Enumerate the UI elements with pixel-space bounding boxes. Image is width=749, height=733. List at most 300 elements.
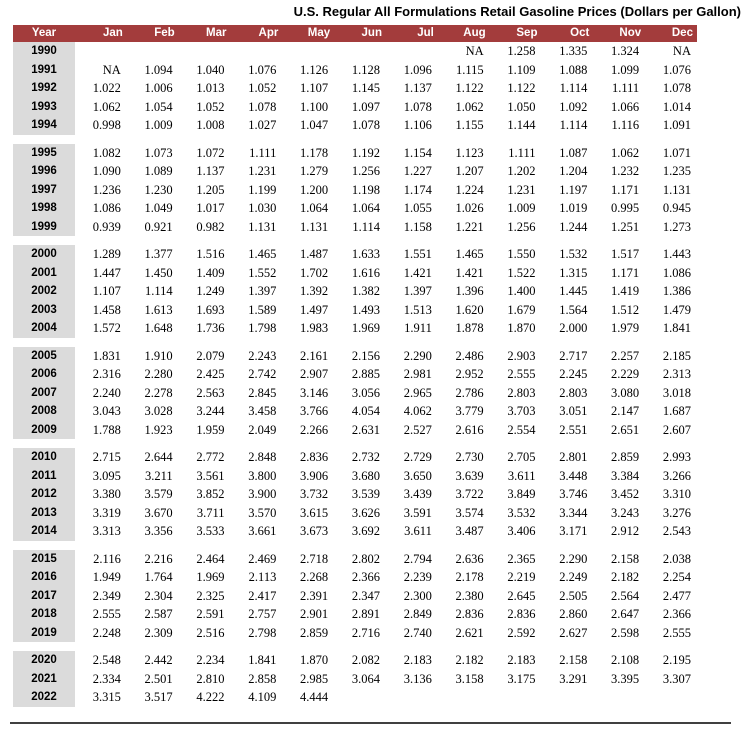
value-cell: 1.116 bbox=[611, 118, 640, 132]
value-cell: 2.554 bbox=[507, 422, 536, 437]
value-cell: 2.216 bbox=[144, 551, 173, 566]
value-cell: 3.175 bbox=[507, 671, 536, 686]
value-cell: 2.313 bbox=[662, 367, 691, 381]
year-cell: 2012 bbox=[13, 485, 75, 504]
table-row bbox=[13, 467, 697, 486]
value-cell: 1.009 bbox=[144, 118, 173, 132]
value-cell: 2.859 bbox=[611, 450, 640, 464]
value-cell: 2.645 bbox=[507, 588, 536, 603]
value-cell: 1.445 bbox=[559, 284, 588, 298]
value-cell: 1.062 bbox=[92, 99, 121, 114]
value-cell: 1.831 bbox=[92, 348, 121, 363]
value-cell: 2.268 bbox=[300, 570, 329, 584]
value-cell: 1.107 bbox=[92, 284, 121, 298]
value-cell: 1.128 bbox=[351, 62, 380, 77]
value-cell: 3.243 bbox=[611, 505, 640, 520]
value-cell: 1.377 bbox=[144, 247, 173, 261]
value-cell: 1.014 bbox=[662, 99, 691, 114]
value-cell: 1.447 bbox=[92, 265, 121, 280]
year-cell: 2021 bbox=[13, 670, 75, 689]
column-header-oct: Oct bbox=[570, 27, 590, 39]
value-cell: 2.417 bbox=[248, 588, 277, 603]
value-cell: 2.644 bbox=[144, 450, 173, 464]
value-cell: 1.054 bbox=[144, 99, 173, 114]
value-cell: 1.073 bbox=[144, 145, 173, 160]
value-cell: 2.239 bbox=[403, 570, 432, 584]
value-cell: 1.702 bbox=[300, 265, 329, 280]
value-cell: 2.849 bbox=[403, 607, 432, 621]
year-cell: 2002 bbox=[13, 282, 75, 301]
value-cell bbox=[386, 688, 438, 707]
value-cell: 1.421 bbox=[455, 265, 484, 280]
value-cell: 1.114 bbox=[144, 284, 173, 298]
year-cell: 2004 bbox=[13, 319, 75, 338]
value-cell: 3.703 bbox=[507, 404, 536, 418]
value-cell: 2.147 bbox=[611, 404, 640, 418]
value-cell: 2.729 bbox=[403, 450, 432, 464]
value-cell: 3.517 bbox=[144, 690, 173, 704]
value-cell: 1.512 bbox=[611, 302, 640, 317]
value-cell: 3.307 bbox=[662, 671, 691, 686]
table-row bbox=[13, 181, 697, 200]
value-cell: 2.248 bbox=[92, 625, 121, 640]
value-cell: 1.386 bbox=[662, 284, 691, 298]
value-cell: 1.204 bbox=[559, 164, 588, 178]
table-row bbox=[13, 162, 697, 181]
value-cell: 1.513 bbox=[403, 302, 432, 317]
value-cell: 1.397 bbox=[403, 284, 432, 298]
value-cell: 2.325 bbox=[196, 588, 225, 603]
value-cell: 3.344 bbox=[559, 505, 588, 520]
value-cell: 3.018 bbox=[662, 385, 691, 400]
value-cell: 2.158 bbox=[611, 551, 640, 566]
value-cell: 1.097 bbox=[351, 99, 380, 114]
value-cell: 3.670 bbox=[144, 505, 173, 520]
value-cell: 2.158 bbox=[559, 653, 588, 667]
year-cell: 2010 bbox=[13, 448, 75, 467]
value-cell: 1.082 bbox=[92, 145, 121, 160]
value-cell: 2.716 bbox=[351, 625, 380, 640]
value-cell: 2.591 bbox=[196, 607, 225, 621]
value-cell: 2.859 bbox=[300, 625, 329, 640]
value-cell: 3.852 bbox=[196, 487, 225, 501]
value-cell: 2.564 bbox=[611, 588, 640, 603]
value-cell: 1.256 bbox=[351, 164, 380, 178]
value-cell: 1.144 bbox=[507, 118, 536, 132]
value-cell: 1.047 bbox=[300, 118, 329, 132]
value-cell: 1.137 bbox=[403, 81, 432, 95]
value-cell: 2.836 bbox=[300, 450, 329, 464]
value-cell: 2.280 bbox=[144, 367, 173, 381]
value-cell: 2.366 bbox=[351, 570, 380, 584]
table-header-row bbox=[13, 25, 697, 42]
value-cell: 1.910 bbox=[144, 348, 173, 363]
value-cell: 3.591 bbox=[403, 505, 432, 520]
value-cell: 2.810 bbox=[196, 671, 225, 686]
value-cell: 3.458 bbox=[248, 404, 277, 418]
value-cell: 1.109 bbox=[507, 62, 536, 77]
value-cell: 2.803 bbox=[559, 385, 588, 400]
year-cell: 2016 bbox=[13, 568, 75, 587]
value-cell: 1.564 bbox=[559, 302, 588, 317]
value-cell: 1.911 bbox=[404, 321, 432, 335]
value-cell: 1.099 bbox=[611, 62, 640, 77]
value-cell: 1.550 bbox=[507, 247, 536, 261]
value-cell: 2.718 bbox=[300, 551, 329, 566]
value-cell: 2.527 bbox=[403, 422, 432, 437]
value-cell: 2.365 bbox=[507, 551, 536, 566]
value-cell: 2.627 bbox=[559, 625, 588, 640]
value-cell: 1.171 bbox=[611, 182, 640, 197]
value-cell: 1.959 bbox=[196, 422, 225, 437]
table-row bbox=[13, 587, 697, 606]
value-cell: 1.465 bbox=[455, 247, 484, 261]
column-header-sep: Sep bbox=[516, 27, 538, 39]
value-cell: 1.071 bbox=[662, 145, 691, 160]
column-header-apr: Apr bbox=[258, 27, 279, 39]
year-group bbox=[13, 347, 697, 440]
value-cell: 2.254 bbox=[662, 570, 691, 584]
value-cell: 2.903 bbox=[507, 348, 536, 363]
value-cell: 2.891 bbox=[351, 607, 380, 621]
value-cell: 1.114 bbox=[559, 81, 588, 95]
value-cell: 1.008 bbox=[196, 118, 225, 132]
value-cell: 3.533 bbox=[196, 524, 225, 538]
value-cell: 1.111 bbox=[249, 145, 277, 160]
table-row bbox=[13, 42, 697, 61]
value-cell: 2.195 bbox=[662, 653, 691, 667]
value-cell: 1.235 bbox=[662, 164, 691, 178]
value-cell: 1.232 bbox=[611, 164, 640, 178]
value-cell: 1.923 bbox=[144, 422, 173, 437]
value-cell: NA bbox=[102, 62, 121, 77]
value-cell: 2.555 bbox=[662, 625, 691, 640]
value-cell: 1.315 bbox=[559, 265, 588, 280]
value-cell: 2.038 bbox=[662, 551, 691, 566]
value-cell: 1.487 bbox=[300, 247, 329, 261]
value-cell: 1.006 bbox=[144, 81, 173, 95]
table-row bbox=[13, 98, 697, 117]
table-row bbox=[13, 264, 697, 283]
value-cell: 2.740 bbox=[403, 625, 432, 640]
value-cell: 1.764 bbox=[144, 570, 173, 584]
value-cell: 2.245 bbox=[559, 367, 588, 381]
value-cell bbox=[179, 42, 231, 61]
value-cell: 3.211 bbox=[144, 468, 173, 483]
year-group bbox=[13, 245, 697, 338]
value-cell: 3.680 bbox=[351, 468, 380, 483]
value-cell: 3.095 bbox=[92, 468, 121, 483]
year-cell: 2017 bbox=[13, 587, 75, 606]
value-cell: 1.122 bbox=[455, 81, 484, 95]
value-cell: 1.026 bbox=[455, 201, 484, 215]
value-cell: 1.089 bbox=[144, 164, 173, 178]
value-cell: 1.137 bbox=[196, 164, 225, 178]
value-cell: 2.848 bbox=[248, 450, 277, 464]
table-row bbox=[13, 347, 697, 366]
table-row bbox=[13, 522, 697, 541]
value-cell: 2.249 bbox=[559, 570, 588, 584]
value-cell: 0.998 bbox=[92, 118, 121, 132]
value-cell bbox=[75, 42, 127, 61]
value-cell: 1.878 bbox=[455, 321, 484, 335]
value-cell: 1.552 bbox=[248, 265, 277, 280]
value-cell: 1.687 bbox=[662, 404, 691, 418]
year-cell: 2020 bbox=[13, 651, 75, 670]
value-cell bbox=[334, 42, 386, 61]
value-cell: 2.391 bbox=[300, 588, 329, 603]
value-cell: 1.400 bbox=[507, 284, 536, 298]
value-cell: 2.647 bbox=[611, 607, 640, 621]
value-cell: 1.693 bbox=[196, 302, 225, 317]
value-cell: 3.384 bbox=[611, 468, 640, 483]
value-cell: 1.324 bbox=[611, 44, 640, 58]
value-cell: 1.633 bbox=[351, 247, 380, 261]
table-row bbox=[13, 144, 697, 163]
value-cell: 0.982 bbox=[196, 219, 225, 234]
value-cell: 2.802 bbox=[351, 551, 380, 566]
value-cell: 1.273 bbox=[662, 219, 691, 234]
value-cell: 2.757 bbox=[248, 607, 277, 621]
value-cell: 4.054 bbox=[351, 404, 380, 418]
value-cell: 2.108 bbox=[611, 653, 640, 667]
value-cell: 2.486 bbox=[455, 348, 484, 363]
table-row bbox=[13, 61, 697, 80]
value-cell: 2.316 bbox=[92, 367, 121, 381]
value-cell: 3.080 bbox=[611, 385, 640, 400]
value-cell: 2.156 bbox=[351, 348, 380, 363]
value-cell: 2.858 bbox=[248, 671, 277, 686]
year-group bbox=[13, 448, 697, 541]
value-cell: 3.452 bbox=[611, 487, 640, 501]
value-cell: 1.022 bbox=[92, 81, 121, 95]
value-cell: 1.493 bbox=[351, 302, 380, 317]
value-cell: 2.912 bbox=[611, 524, 640, 538]
value-cell: 1.107 bbox=[300, 81, 329, 95]
value-cell: 2.742 bbox=[248, 367, 277, 381]
bottom-rule bbox=[10, 722, 731, 724]
value-cell: NA bbox=[465, 44, 484, 58]
year-cell: 1997 bbox=[13, 181, 75, 200]
value-cell: 2.182 bbox=[611, 570, 640, 584]
value-cell: 3.380 bbox=[92, 487, 121, 501]
value-cell: 2.240 bbox=[92, 385, 121, 400]
year-group bbox=[13, 144, 697, 237]
value-cell: 1.230 bbox=[144, 182, 173, 197]
value-cell: 1.115 bbox=[455, 62, 484, 77]
value-cell: 1.198 bbox=[351, 182, 380, 197]
value-cell: 2.901 bbox=[300, 607, 329, 621]
value-cell: 2.803 bbox=[507, 385, 536, 400]
value-cell: 3.448 bbox=[559, 468, 588, 483]
value-cell: 1.382 bbox=[351, 284, 380, 298]
value-cell: 3.692 bbox=[351, 524, 380, 538]
value-cell bbox=[490, 688, 542, 707]
value-cell: 3.650 bbox=[403, 468, 432, 483]
value-cell: 1.171 bbox=[611, 265, 640, 280]
value-cell: 2.836 bbox=[455, 607, 484, 621]
year-cell: 1991 bbox=[13, 61, 75, 80]
value-cell: 4.062 bbox=[403, 404, 432, 418]
value-cell: 2.631 bbox=[351, 422, 380, 437]
value-cell: 3.639 bbox=[455, 468, 484, 483]
value-cell: 1.078 bbox=[248, 99, 277, 114]
value-cell: 3.276 bbox=[662, 505, 691, 520]
year-cell: 1990 bbox=[13, 42, 75, 61]
value-cell: 0.921 bbox=[144, 219, 173, 234]
value-cell: 2.278 bbox=[144, 385, 173, 400]
table-title: U.S. Regular All Formulations Retail Gasoline Prices (Dollars per Gallon) bbox=[293, 4, 741, 19]
value-cell: 1.078 bbox=[662, 81, 691, 95]
value-cell: 2.442 bbox=[144, 653, 173, 667]
value-cell: 1.949 bbox=[92, 570, 121, 584]
value-cell: 3.579 bbox=[144, 487, 173, 501]
value-cell: 2.985 bbox=[300, 671, 329, 686]
value-cell: 3.615 bbox=[300, 505, 329, 520]
value-cell: 1.192 bbox=[351, 145, 380, 160]
value-cell: 2.598 bbox=[611, 625, 640, 640]
value-cell: 2.551 bbox=[559, 422, 588, 437]
value-cell: 3.532 bbox=[507, 505, 536, 520]
value-cell: 1.841 bbox=[248, 653, 277, 667]
value-cell: 2.651 bbox=[611, 422, 640, 437]
value-cell: 3.051 bbox=[559, 404, 588, 418]
value-cell: 3.291 bbox=[559, 671, 588, 686]
value-cell: 2.965 bbox=[403, 385, 432, 400]
value-cell: 1.013 bbox=[196, 81, 225, 95]
value-cell: 2.993 bbox=[662, 450, 691, 464]
value-cell: 1.798 bbox=[248, 321, 277, 335]
value-cell: 1.236 bbox=[92, 182, 121, 197]
value-cell: 2.860 bbox=[559, 607, 588, 621]
table-row bbox=[13, 384, 697, 403]
value-cell: 1.244 bbox=[559, 219, 588, 234]
value-cell: 3.539 bbox=[351, 487, 380, 501]
value-cell: 1.207 bbox=[455, 164, 484, 178]
value-cell: 2.981 bbox=[403, 367, 432, 381]
value-cell: 1.200 bbox=[300, 182, 329, 197]
year-cell: 2018 bbox=[13, 605, 75, 624]
value-cell bbox=[593, 688, 645, 707]
year-cell: 2015 bbox=[13, 550, 75, 569]
year-cell: 1999 bbox=[13, 218, 75, 237]
value-cell: 0.939 bbox=[92, 219, 121, 234]
value-cell: 2.885 bbox=[351, 367, 380, 381]
table-row bbox=[13, 448, 697, 467]
value-cell: 1.983 bbox=[300, 321, 329, 335]
value-cell: 1.091 bbox=[662, 118, 691, 132]
column-header-jun: Jun bbox=[361, 27, 382, 39]
value-cell: 2.543 bbox=[662, 524, 691, 538]
year-cell: 2007 bbox=[13, 384, 75, 403]
value-cell: 1.841 bbox=[662, 321, 691, 335]
value-cell: 1.279 bbox=[300, 164, 329, 178]
column-header-mar: Mar bbox=[206, 27, 227, 39]
value-cell: 1.027 bbox=[248, 118, 277, 132]
value-cell: 1.123 bbox=[455, 145, 484, 160]
value-cell: 1.450 bbox=[144, 265, 173, 280]
value-cell: 1.076 bbox=[248, 62, 277, 77]
value-cell: 1.221 bbox=[455, 219, 484, 234]
value-cell: 1.111 bbox=[611, 81, 640, 95]
value-cell: 1.522 bbox=[507, 265, 536, 280]
value-cell: 1.086 bbox=[662, 265, 691, 280]
table-row bbox=[13, 651, 697, 670]
value-cell: 1.648 bbox=[144, 321, 173, 335]
value-cell: 1.088 bbox=[559, 62, 588, 77]
value-cell: 1.062 bbox=[611, 145, 640, 160]
value-cell: 1.421 bbox=[403, 265, 432, 280]
value-cell: 2.234 bbox=[196, 653, 225, 667]
value-cell: 1.392 bbox=[300, 284, 329, 298]
column-header-feb: Feb bbox=[154, 27, 175, 39]
year-cell: 2009 bbox=[13, 421, 75, 440]
value-cell: 2.952 bbox=[455, 367, 484, 381]
value-cell: 3.611 bbox=[404, 524, 432, 538]
table-row bbox=[13, 504, 697, 523]
value-cell: 2.715 bbox=[92, 450, 121, 464]
value-cell: 1.009 bbox=[507, 201, 536, 215]
year-cell: 1992 bbox=[13, 79, 75, 98]
value-cell: 2.182 bbox=[455, 653, 484, 667]
value-cell: 1.479 bbox=[662, 302, 691, 317]
value-cell: 2.309 bbox=[144, 625, 173, 640]
value-cell: 4.222 bbox=[196, 690, 225, 704]
value-cell: 3.673 bbox=[300, 524, 329, 538]
value-cell: 1.465 bbox=[248, 247, 277, 261]
value-cell: 2.794 bbox=[403, 551, 432, 566]
value-cell: 3.064 bbox=[351, 671, 380, 686]
value-cell: 2.049 bbox=[248, 422, 277, 437]
value-cell: 2.290 bbox=[403, 348, 432, 363]
value-cell: 1.100 bbox=[300, 99, 329, 114]
value-cell: 2.366 bbox=[662, 607, 691, 621]
value-cell: 2.185 bbox=[662, 348, 691, 363]
value-cell: 2.079 bbox=[196, 348, 225, 363]
value-cell: 1.055 bbox=[403, 201, 432, 215]
table-row bbox=[13, 550, 697, 569]
value-cell: 1.040 bbox=[196, 62, 225, 77]
value-cell: 2.116 bbox=[93, 551, 121, 566]
value-cell: 1.096 bbox=[403, 62, 432, 77]
value-cell: 1.126 bbox=[300, 62, 329, 77]
table-body bbox=[13, 42, 697, 707]
value-cell: 2.621 bbox=[455, 625, 484, 640]
year-cell: 1994 bbox=[13, 116, 75, 135]
value-cell: 1.052 bbox=[248, 81, 277, 95]
value-cell: 2.257 bbox=[611, 348, 640, 363]
value-cell: 1.092 bbox=[559, 99, 588, 114]
value-cell: 2.616 bbox=[455, 422, 484, 437]
value-cell: 1.072 bbox=[196, 145, 225, 160]
table-row bbox=[13, 365, 697, 384]
value-cell bbox=[230, 42, 282, 61]
table-row bbox=[13, 218, 697, 237]
value-cell bbox=[334, 688, 386, 707]
value-cell: 3.746 bbox=[559, 487, 588, 501]
table-row bbox=[13, 319, 697, 338]
value-cell: 1.516 bbox=[196, 247, 225, 261]
value-cell: 2.607 bbox=[662, 422, 691, 437]
value-cell: 2.082 bbox=[351, 653, 380, 667]
value-cell: 1.052 bbox=[196, 99, 225, 114]
value-cell: 2.587 bbox=[144, 607, 173, 621]
value-cell: 1.019 bbox=[559, 201, 588, 215]
value-cell: 1.076 bbox=[662, 62, 691, 77]
table-row bbox=[13, 301, 697, 320]
table-row bbox=[13, 688, 697, 707]
value-cell: 3.319 bbox=[92, 505, 121, 520]
